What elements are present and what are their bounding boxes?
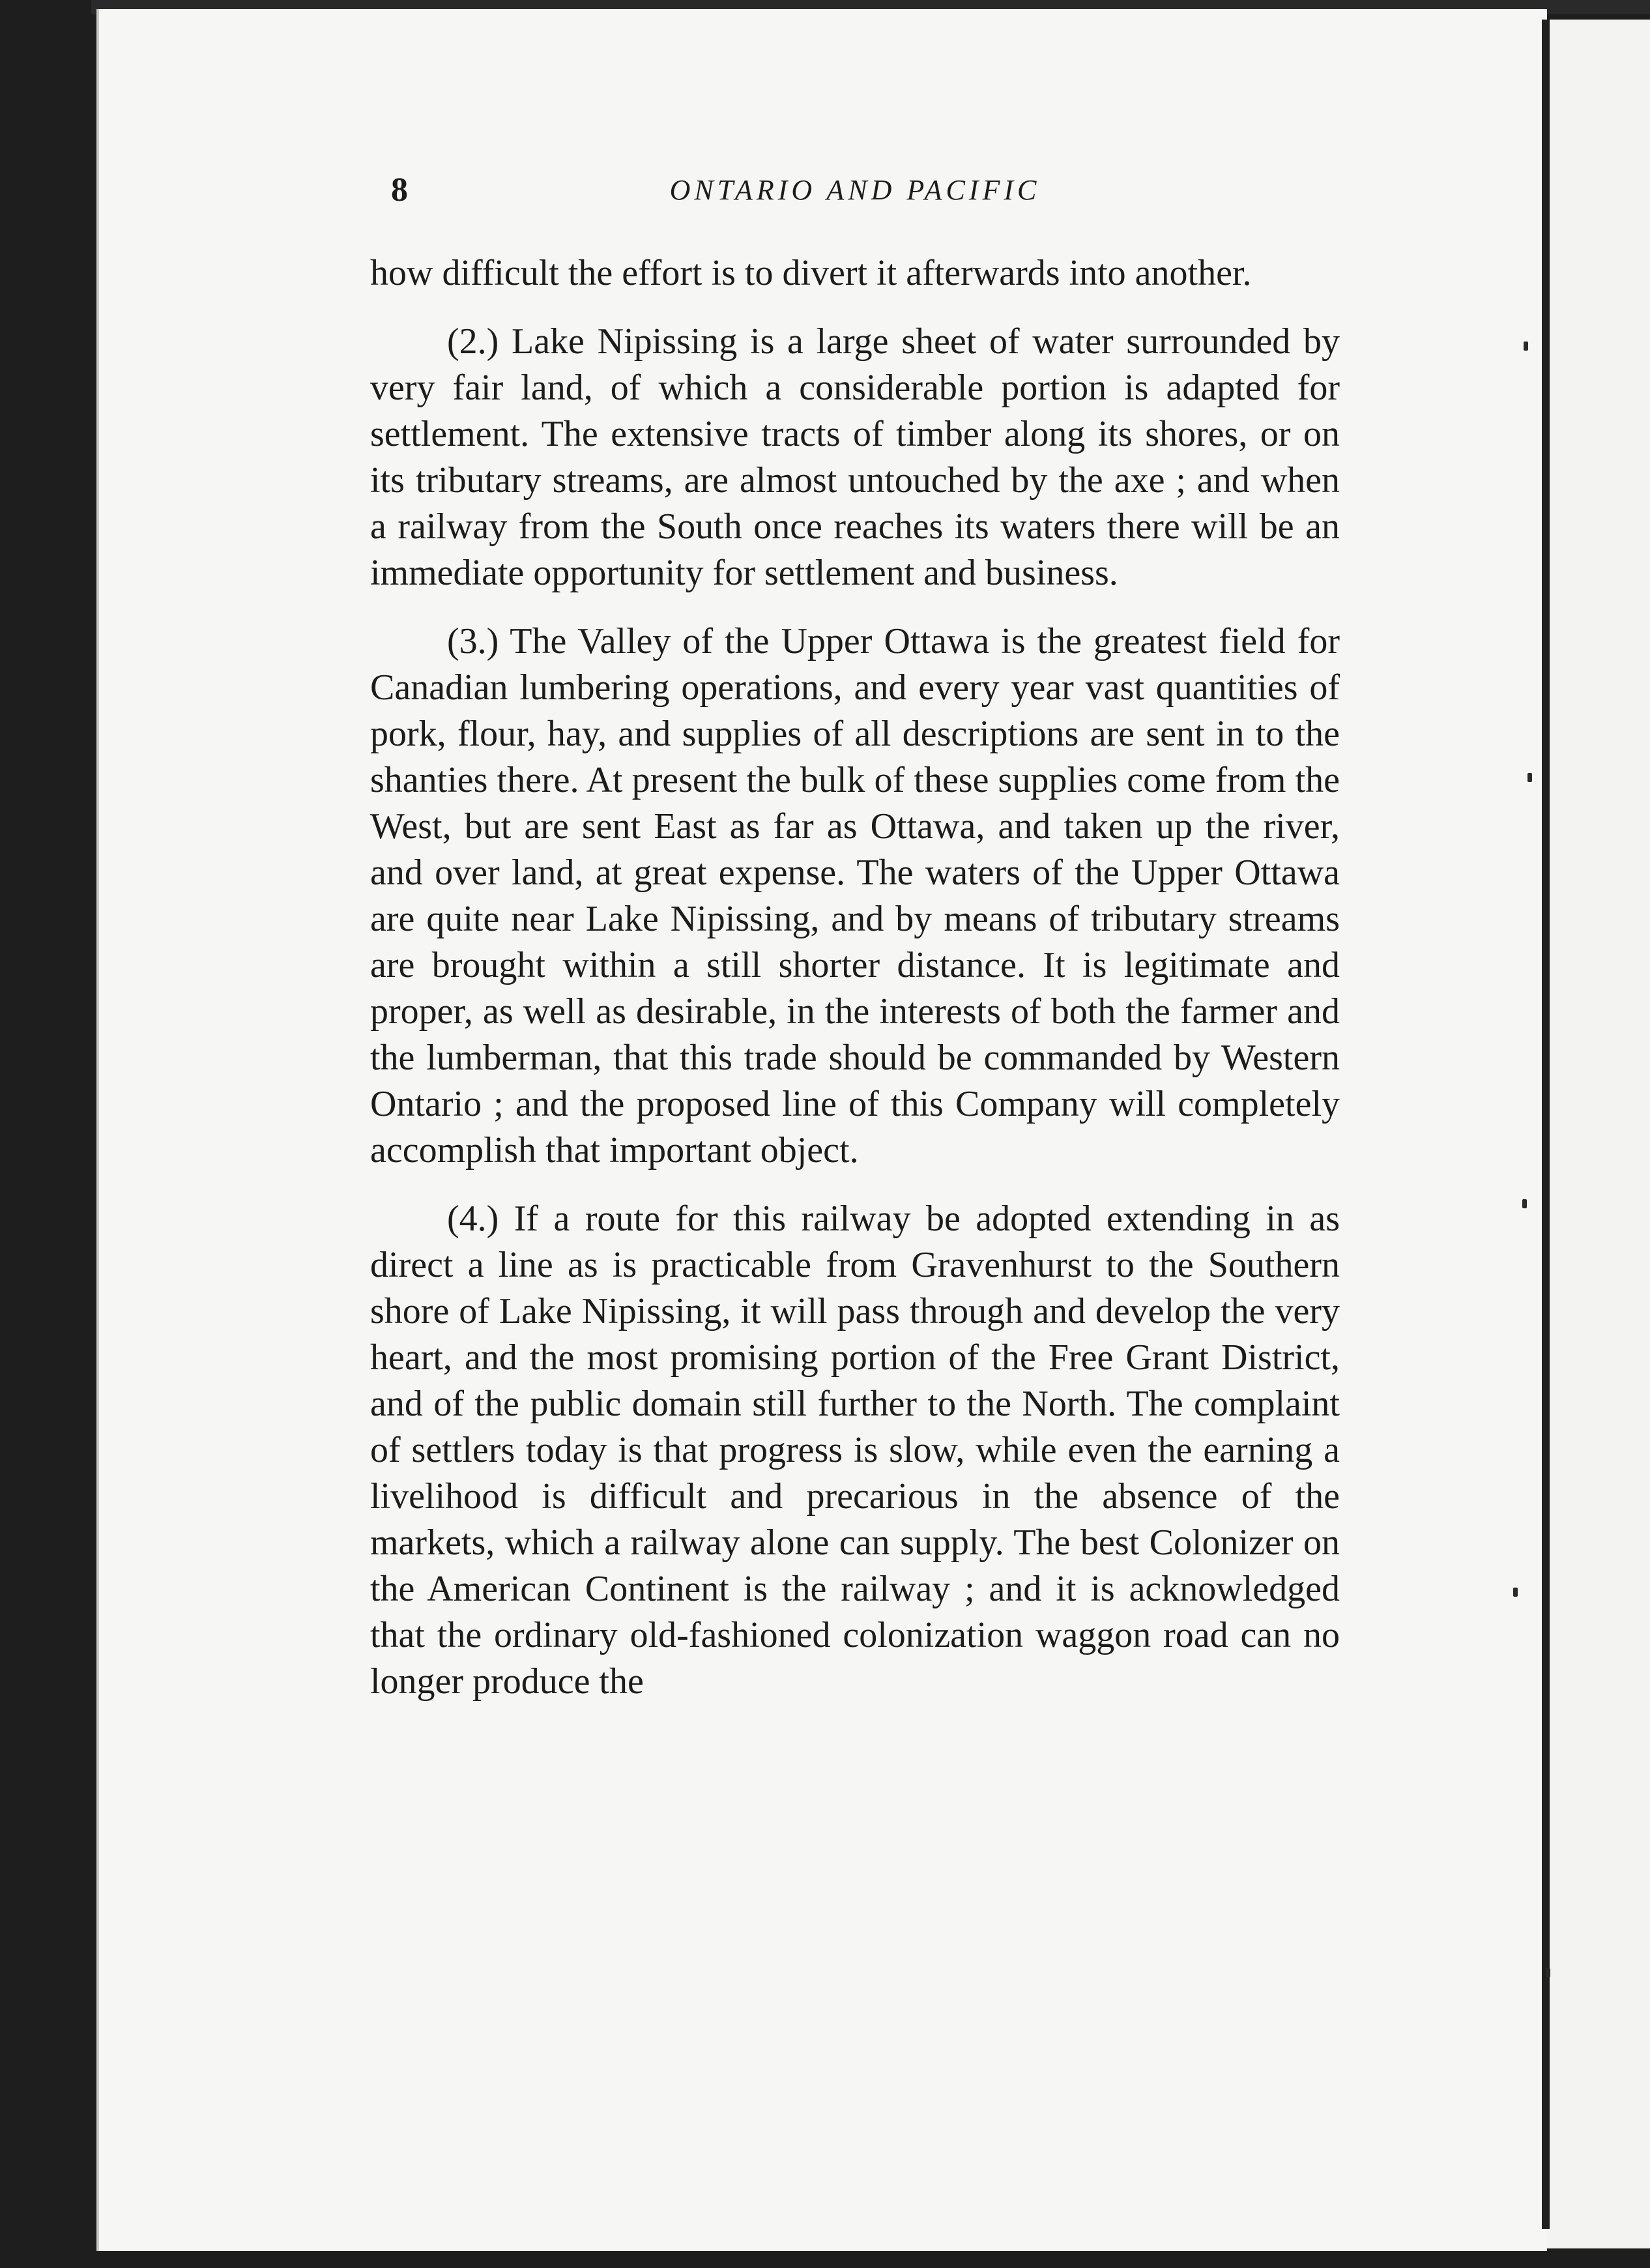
running-title: ONTARIO AND PACIFIC — [669, 174, 1041, 206]
paragraph-route: (4.) If a route for this railway be adopted extending in as direct a line as is practicable from Gravenhurst to the Southern shore of Lake Nipissing, it will pass through and develop the very heart, and the most promising portion of the Free Grant District, and of the public domain still further to the North. The complaint of settlers today is that progress is slow, while even the earning a livelihood is difficult and precarious in the absence of the markets, which a railway alone can supply. The best Colonizer on the American Continent is the railway ; and it is acknowledged that the ordinary old-fashioned colonization waggon road can no longer produce the — [370, 1199, 1340, 1702]
paragraph-upper-ottawa: (3.) The Valley of the Upper Ottawa is the greatest field for Canadian lumbering operations, and every year vast quantities of pork, flour, hay, and supplies of all descriptions are sent in to the shanties there. At present the bulk of these supplies come from the West, but are sent East as far as Ottawa, and taken up the river, and over land, at great expense. The waters of the Upper Ottawa are quite near Lake Nipissing, and by means of tributary streams are brought within a still shorter distance. It is legitimate and proper, as well as desirable, in the interests of both the farmer and the lumberman, that this trade should be commanded by Western Ontario ; and the proposed line of this Company will completely accomplish that important object. — [370, 621, 1340, 1170]
scan-speck — [1546, 1968, 1550, 1977]
page-number: 8 — [391, 171, 408, 209]
scan-speck — [1524, 342, 1528, 351]
paragraph-lake-nipissing: (2.) Lake Nipissing is a large sheet of water surrounded by very fair land, of which a considerable portion is adapted for settlement. The extensive tracts of timber along its shores, or on its tributary streams, are almost untouched by the axe ; and when a railway from the South once reaches its waters there will be an immediate opportunity for settlement and business. — [370, 321, 1340, 593]
paragraph-continuation: how difficult the effort is to divert it afterwards into another. — [370, 253, 1252, 293]
scan-speck — [1527, 773, 1532, 782]
facing-page-edge — [1547, 20, 1650, 2248]
page-gutter-line — [1542, 20, 1550, 2229]
scan-speck — [1522, 1199, 1527, 1208]
scan-speck — [1513, 1588, 1518, 1597]
running-head — [370, 158, 1340, 210]
page-text — [370, 158, 1340, 1727]
